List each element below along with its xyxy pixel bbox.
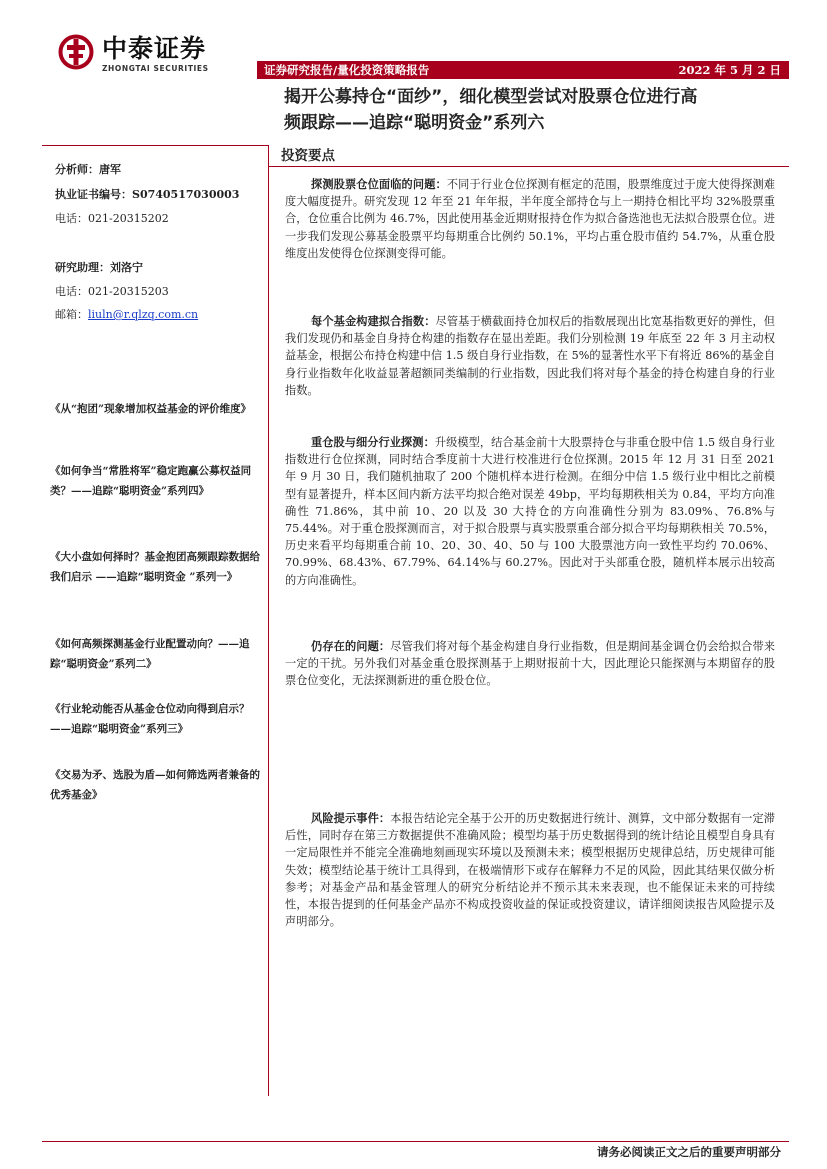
related-report-1[interactable]: 《从“抱团”现象增加权益基金的评价维度》	[50, 403, 252, 415]
assistant-phone: 021-20315203	[88, 285, 169, 298]
cert-row: 执业证书编号：S0740517030003	[55, 188, 240, 201]
analyst-name-row: 分析师：唐军	[55, 163, 121, 176]
report-date: 2022 年 5 月 2 日	[678, 63, 781, 77]
logo-name-cn: 中泰证券	[102, 34, 207, 63]
column-divider	[268, 146, 269, 1096]
logo-name-en: ZHONGTAI SECURITIES	[102, 64, 209, 73]
cert-number: S0740517030003	[132, 188, 240, 201]
analyst-phone: 021-20315202	[88, 212, 169, 225]
para-stock-position-problem: 探测股票仓位面临的问题：不同于行业仓位探测有框定的范围，股票维度过于庞大使得探测难度大幅度提升。研究发现 12 年至 21 年年报，半年度全部持仓与上一期持仓相比平均 32%股票重合，仓位重合比例为 46.7%，因此使用基金近期财报持仓作为拟合备选池也无法拟合股票仓位。进一步我们发现公募基金股票平均每期重合比例约 50.1%，平均占重仓股市值约 54.7%，从重仓股维度出发使得仓位探测变得可能。	[285, 177, 775, 260]
assistant-row: 研究助理：刘洛宁	[55, 261, 143, 274]
para-heavy-stock-detection: 重仓股与细分行业探测：升级模型，结合基金前十大股票持仓与非重仓股中信 1.5 级自身行业指数进行仓位探测，同时结合季度前十大进行校准进行仓位探测。2015 年 12 月 31 日至 2021 年 9 月 30 日，我们随机抽取了 200 个随机样本进行检测。在细分中信 1.5 级行业中相比之前模型有显著提升，样本区间内新方法平均拟合绝对误差 49bp，平均每期秩相关为 0.84，平均方向准确性 71.86%，其中前 10、20 以及 30 大持仓的方向准确性分别为 83.09%、76.8%与 75.44%。对于重仓股探测而言，对于拟合股票与真实股票重合部分拟合平均每期秩相关 70.5%，历史来看平均每期重合前 10、20、30、40、50 与 100 大股票池方向一致性平均约 70.06%、70.99%、68.43%、67.79%、64.14%与 60.27%。因此对于头部重仓股，随机样本展示出较高的方向准确性。	[285, 435, 775, 587]
report-title-line-1: 揭开公募持仓“面纱”，细化模型尝试对股票仓位进行高	[284, 87, 698, 107]
related-report-3[interactable]: 《大小盘如何择时？基金抱团高频跟踪数据给我们启示 ——追踪“聪明资金 ”系列一》	[50, 551, 260, 583]
phone-row: 电话：021-20315202	[55, 212, 169, 225]
related-report-6[interactable]: 《交易为矛、选股为盾—如何筛选两者兼备的优秀基金》	[50, 769, 260, 801]
para-fit-index: 每个基金构建拟合指数：尽管基于横截面持仓加权后的指数展现出比宽基指数更好的弹性，但我们发现仍和基金自身持仓构建的指数存在显出差距。我们分别检测 19 年底至 22 年 3 月主动权益基金，根据公布持仓构建中信 1.5 级自身行业指数，在 5%的显著性水平下有将近 86%的基金自身行业指数年化收益显著超额同类编制的行业指数，因此我们将对每个基金的持仓构建自身的行业指数。	[285, 314, 775, 397]
company-logo	[58, 34, 228, 74]
report-title-line-2: 频跟踪——追踪“聪明资金”系列六	[284, 113, 545, 133]
sidebar-top-rule	[42, 145, 269, 146]
section-heading-bar	[269, 146, 789, 167]
email-row: 邮箱：liuln@r.qlzq.com.cn	[55, 308, 199, 321]
analyst-name: 唐军	[99, 163, 121, 176]
phone2-row: 电话：021-20315203	[55, 285, 169, 298]
related-report-5[interactable]: 《行业轮动能否从基金仓位动向得到启示？——追踪“聪明资金”系列三》	[50, 703, 250, 735]
section-heading: 投资要点	[281, 148, 335, 164]
assistant-name: 刘洛宁	[110, 261, 143, 274]
report-category: 证券研究报告/量化投资策略报告	[264, 63, 430, 77]
related-report-4[interactable]: 《如何高频探测基金行业配置动向？——追踪“聪明资金”系列二》	[50, 638, 250, 670]
footer-rule	[42, 1141, 789, 1142]
report-title	[284, 84, 794, 136]
zhongtai-logo-icon	[58, 34, 94, 70]
related-report-2[interactable]: 《如何争当“常胜将军”稳定跑赢公募权益同类？——追踪“聪明资金”系列四》	[50, 465, 252, 497]
para-risk-warning: 风险提示事件：本报告结论完全基于公开的历史数据进行统计、测算，文中部分数据有一定滞后性，同时存在第三方数据提供不准确风险；模型均基于历史数据得到的统计结论且模型自身具有一定局限性并不能完全准确地刻画现实环境以及预测未来；模型根据历史规律总结，历史规律可能失效；模型结论基于统计工具得到，在极端情形下或存在解释力不足的风险，因此其结果仅做分析参考；对基金产品和基金管理人的研究分析结论并不预示其未来表现，也不能保证未来的可持续性，本报告提到的任何基金产品亦不构成投资收益的保证或投资建议，请详细阅读报告风险提示及声明部分。	[285, 811, 775, 929]
para-remaining-issues: 仍存在的问题：尽管我们将对每个基金构建自身行业指数，但是期间基金调仓仍会给拟合带来一定的干扰。另外我们对基金重仓股探测基于上期财报前十大，因此理论只能探测与本期留存的股票仓位变化，无法探测新进的重仓股仓位。	[285, 639, 775, 688]
assistant-email-link[interactable]: liuln@r.qlzq.com.cn	[88, 308, 199, 321]
footer-disclaimer: 请务必阅读正文之后的重要声明部分	[597, 1145, 781, 1159]
